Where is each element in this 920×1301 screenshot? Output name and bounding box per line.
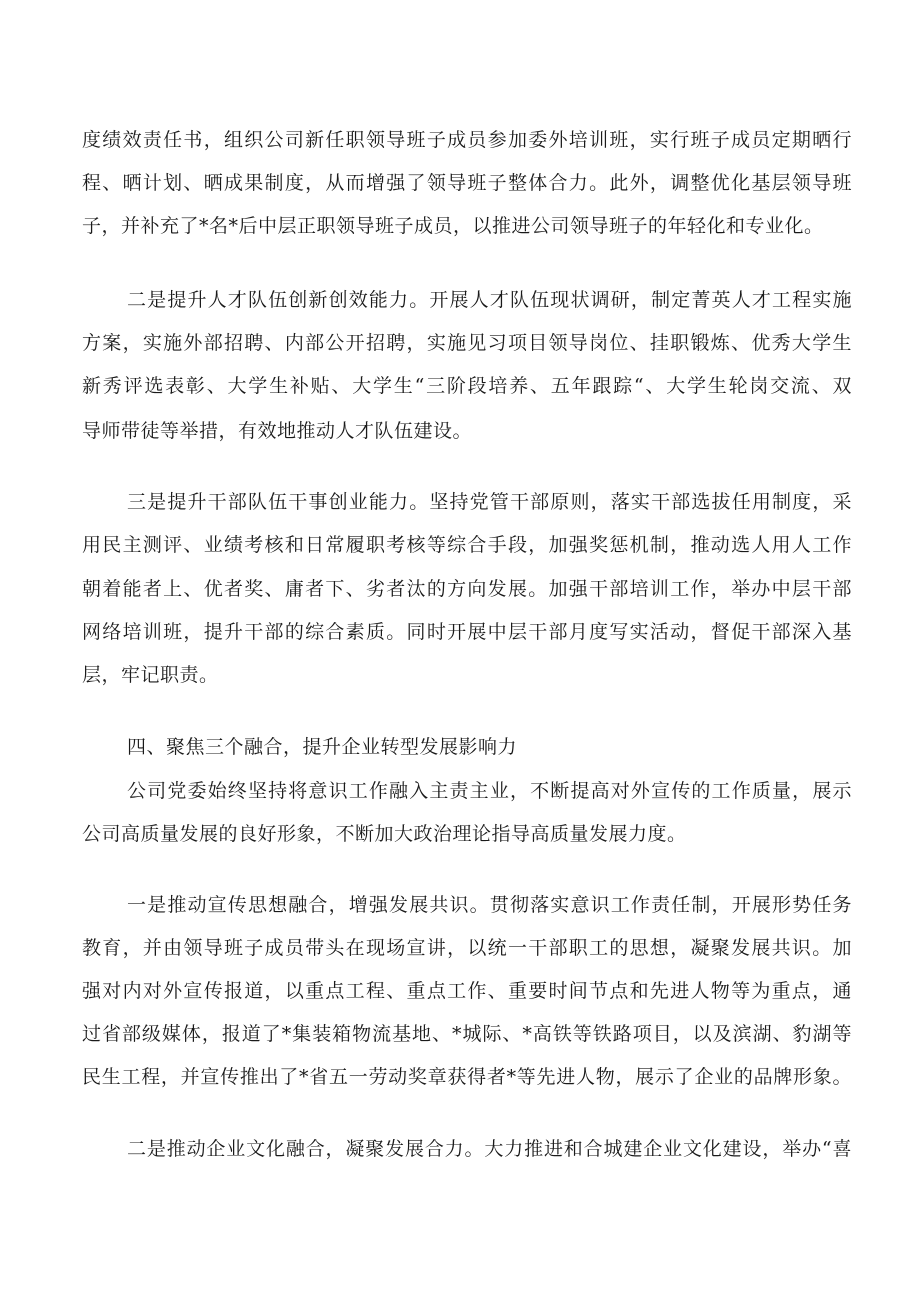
paragraph-line: 度绩效责任书，组织公司新任职领导班子成员参加委外培训班，实行班子成员定期晒行 bbox=[82, 129, 852, 151]
paragraph-line: 教育，并由领导班子成员带头在现场宣讲，以统一干部职工的思想，凝聚发展共识。加 bbox=[82, 937, 852, 959]
paragraph-line: 公司党委始终坚持将意识工作融入主责主业，不断提高对外宣传的工作质量，展示 bbox=[127, 780, 852, 802]
paragraph-line: 子，并补充了*名*后中层正职领导班子成员，以推进公司领导班子的年轻化和专业化。 bbox=[82, 215, 824, 237]
paragraph-line: 朝着能者上、优者奖、庸者下、劣者汰的方向发展。加强干部培训工作，举办中层干部 bbox=[82, 578, 852, 600]
paragraph-line: 程、晒计划、晒成果制度，从而增强了领导班子整体合力。此外，调整优化基层领导班 bbox=[82, 172, 852, 194]
paragraph-line: 过省部级媒体，报道了*集装箱物流基地、*城际、*高铁等铁路项目，以及滨湖、豹湖等 bbox=[82, 1023, 852, 1045]
paragraph-line: 导师带徒等举措，有效地推动人才队伍建设。 bbox=[82, 420, 473, 442]
paragraph-line: 公司高质量发展的良好形象，不断加大政治理论指导高质量发展力度。 bbox=[82, 823, 687, 845]
paragraph-line: 二是提升人才队伍创新创效能力。开展人才队伍现状调研，制定菁英人才工程实施 bbox=[127, 289, 852, 311]
paragraph-line: 强对内对外宣传报道，以重点工程、重点工作、重要时间节点和先进人物等为重点，通 bbox=[82, 980, 852, 1002]
paragraph-line: 一是推动宣传思想融合，增强发展共识。贯彻落实意识工作责任制，开展形势任务 bbox=[127, 894, 852, 916]
paragraph-line: 民生工程，并宣传推出了*省五一劳动奖章获得者*等先进人物，展示了企业的品牌形象。 bbox=[82, 1066, 852, 1088]
paragraph-line: 用民主测评、业绩考核和日常履职考核等综合手段，加强奖惩机制，推动选人用人工作 bbox=[82, 534, 852, 556]
paragraph-line: 层，牢记职责。 bbox=[82, 664, 219, 686]
section-heading: 四、聚焦三个融合，提升企业转型发展影响力 bbox=[127, 736, 518, 758]
paragraph-line: 方案，实施外部招聘、内部公开招聘，实施见习项目领导岗位、挂职锻炼、优秀大学生 bbox=[82, 332, 852, 354]
paragraph-line: 网络培训班，提升干部的综合素质。同时开展中层干部月度写实活动，督促干部深入基 bbox=[82, 621, 852, 643]
paragraph-line: 三是提升干部队伍干事创业能力。坚持党管干部原则，落实干部选拔任用制度，采 bbox=[127, 491, 852, 513]
paragraph-line: 二是推动企业文化融合，凝聚发展合力。大力推进和合城建企业文化建设，举办“喜 bbox=[127, 1138, 852, 1160]
paragraph-line: 新秀评选表彰、大学生补贴、大学生“三阶段培养、五年跟踪“、大学生轮岗交流、双 bbox=[82, 375, 852, 397]
